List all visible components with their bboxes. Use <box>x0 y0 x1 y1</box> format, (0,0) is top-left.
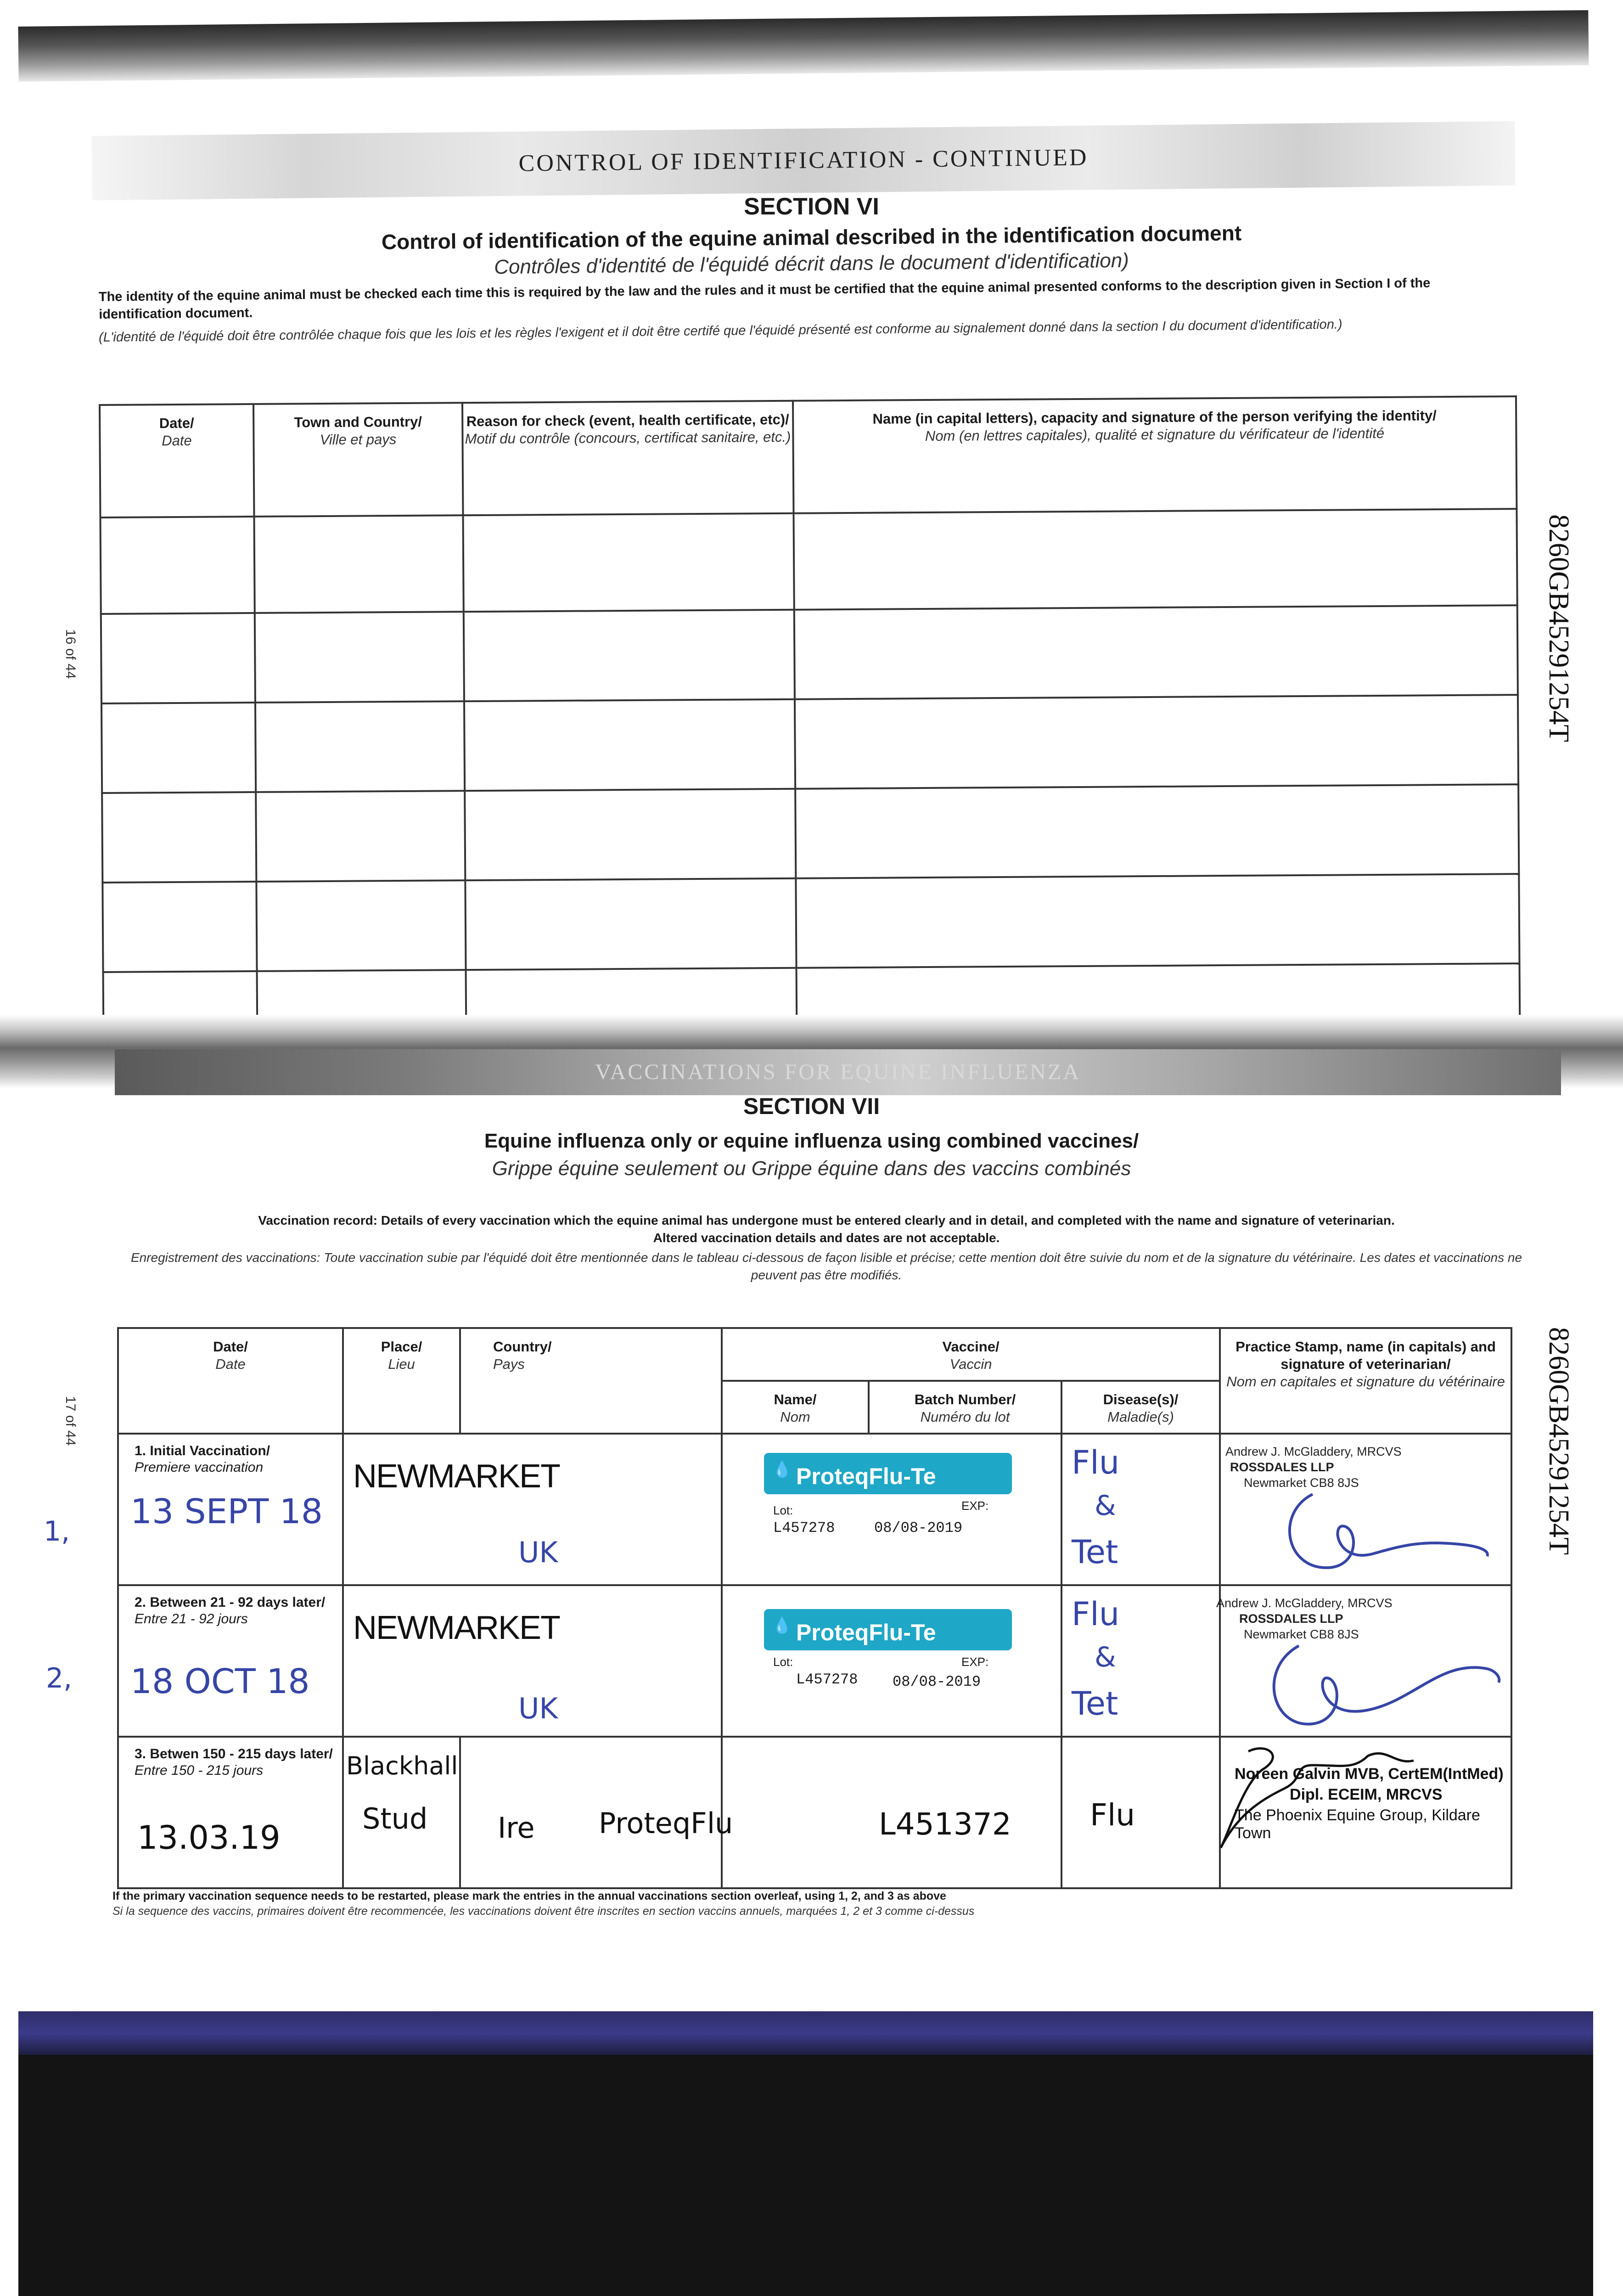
cell <box>796 874 1519 968</box>
row1-signature <box>1258 1476 1496 1581</box>
cell <box>465 878 796 970</box>
header-town-country <box>253 403 463 517</box>
scan-bottom-stripe <box>18 2011 1593 2055</box>
cell <box>256 880 466 971</box>
cell <box>255 612 464 703</box>
header-verifier-en: Name (in capital letters), capacity and signature of the person verifying the identity/ <box>872 407 1437 427</box>
row1-country: UK <box>518 1536 558 1569</box>
vac-header-country-en: Country/ <box>493 1339 552 1355</box>
row3-country: Ire <box>498 1811 535 1845</box>
row3-label-en: 3. Betwen 150 - 215 days later/ <box>135 1746 333 1761</box>
row3-date: 13.03.19 <box>137 1819 281 1857</box>
identity-check-row <box>101 605 1518 703</box>
margin-number-2: 2, <box>46 1662 73 1694</box>
section6-intro-fr: (L'identité de l'équidé doit être contrôlée chaque fois que les lois et les règles l'exigent et il doit être certifé que l'équidé présenté est conforme au signalement donné dans la section I du document d'identification.) <box>98 317 1342 345</box>
section6-banner-text: CONTROL OF IDENTIFICATION - CONTINUED <box>518 144 1089 177</box>
row1-vet-address: Newmarket CB8 8JS <box>1244 1476 1359 1490</box>
cell <box>102 882 257 972</box>
identity-check-table <box>99 395 1521 1056</box>
header-practice <box>1220 1328 1511 1434</box>
header-date <box>118 1328 343 1434</box>
header-reason-fr: Motif du contrôle (concours, certificat sanitaire, etc.) <box>465 428 791 447</box>
vac-header-batch-fr: Numéro du lot <box>920 1409 1010 1425</box>
row1-label-fr: Premiere vaccination <box>135 1460 264 1475</box>
row2-signature <box>1248 1627 1505 1733</box>
section7-subtitle-fr: Grippe équine seulement ou Grippe équine dans des vaccins combinés <box>492 1157 1131 1180</box>
cell <box>254 515 464 613</box>
row2-exp: 08/08-2019 <box>893 1673 981 1690</box>
row1-vet-name: Andrew J. McGladdery, MRCVS <box>1225 1445 1402 1458</box>
vac-header-country-fr: Pays <box>493 1356 525 1372</box>
row3-country-cell <box>460 1737 733 1888</box>
cell <box>463 513 794 612</box>
row3-batch: L451372 <box>879 1806 1011 1842</box>
vaccination-row-3 <box>118 1737 1511 1888</box>
page-number-16: 16 of 44 <box>63 629 78 679</box>
identity-check-row <box>101 509 1517 614</box>
section6-heading: SECTION VI <box>744 193 879 220</box>
header-date <box>100 404 254 518</box>
row3-vet-name: Noreen Galvin MVB, CertEM(IntMed) <box>1235 1765 1504 1783</box>
vac-header-name-fr: Nom <box>780 1409 810 1425</box>
vac-header-practice-fr: Nom en capitales et signature du vétérinaire <box>1226 1373 1505 1390</box>
row2-practice-cell <box>1216 1585 1511 1737</box>
vaccination-record-en: Vaccination record: Details of every vaccination which the equine animal has undergone must be entered clearly and in detail, and completed with the name and signature of veterinarian. <box>258 1213 1395 1227</box>
vac-header-date-fr: Date <box>215 1356 246 1372</box>
row2-lot: L457278 <box>796 1671 858 1688</box>
cell <box>255 701 465 792</box>
row2-vet-practice: ROSSDALES LLP <box>1239 1612 1343 1626</box>
margin-number-1: 1, <box>44 1515 70 1548</box>
row1-date: 13 SEPT 18 <box>130 1492 323 1531</box>
cell <box>464 699 795 791</box>
row2-exp-label: EXP: <box>961 1655 989 1669</box>
row2-sticker-name: ProteqFlu-Te <box>796 1620 936 1645</box>
row1-sticker-band <box>764 1453 1012 1494</box>
row1-practice-cell <box>1220 1434 1511 1585</box>
vac-header-place-en: Place/ <box>381 1339 422 1355</box>
row3-disease: Flu <box>1090 1797 1135 1833</box>
section6-subtitle-en: Control of identification of the equine animal described in the identification document <box>381 221 1242 254</box>
row3-vaccine-cell <box>722 1737 1061 1888</box>
row3-name: ProteqFlu <box>599 1806 733 1840</box>
drop-icon: 💧 <box>772 1461 792 1478</box>
header-reason <box>462 401 793 515</box>
cell <box>101 703 256 793</box>
row2-disease-1: Flu <box>1072 1595 1120 1633</box>
header-verifier <box>793 396 1516 513</box>
row1-disease-cell <box>1061 1434 1220 1585</box>
side-id-section6: 8260GB45291254T <box>1543 514 1574 742</box>
section7-heading: SECTION VII <box>743 1093 880 1119</box>
identity-check-row <box>101 695 1518 793</box>
scan-bottom-background <box>18 2011 1593 2296</box>
row1-place: NEWMARKET <box>353 1458 560 1495</box>
vac-header-batch-en: Batch Number/ <box>914 1391 1016 1407</box>
cell <box>465 789 796 880</box>
cell <box>101 613 255 703</box>
row3-practice-cell <box>1220 1737 1511 1888</box>
vaccination-record-fr: Enregistrement des vaccinations: Toute vaccination subie par l'équidé doit être mentionnée dans le tableau ci-dessous de façon lisible et précise; cette mention doit être suivie du nom et de la signature du vétérinaire. Les dates et vaccinations ne peuvent pas être modifiés. <box>130 1250 1522 1282</box>
header-date-fr: Date <box>162 432 192 449</box>
cell <box>464 610 795 701</box>
row1-vet-practice: ROSSDALES LLP <box>1230 1460 1334 1474</box>
section7-banner <box>115 1049 1561 1095</box>
row1-disease-1: Flu <box>1072 1444 1120 1481</box>
header-name <box>722 1381 869 1434</box>
cell <box>101 517 255 614</box>
identity-check-row <box>102 874 1519 972</box>
section6-intro-en: The identity of the equine animal must be checked each time this is required by the law and the rules and it must be certified that the equine animal presented conforms to the description given in Section I of the identification document. <box>98 276 1431 322</box>
vaccination-record-en-altered: Altered vaccination details and dates are not acceptable. <box>653 1231 1000 1245</box>
row2-vet-address: Newmarket CB8 8JS <box>1244 1627 1359 1641</box>
row2-sticker-band <box>764 1609 1012 1650</box>
drop-icon: 💧 <box>772 1617 792 1634</box>
row1-vaccine-cell <box>722 1434 1061 1585</box>
header-disease <box>1061 1381 1220 1434</box>
header-vaccine <box>722 1328 1220 1381</box>
row1-exp-label: EXP: <box>961 1499 989 1513</box>
row1-lot-label: Lot: <box>773 1503 793 1517</box>
row1-place-country-cell <box>343 1434 722 1585</box>
vac-header-place-fr: Lieu <box>388 1356 415 1372</box>
row1-disease-2: & <box>1095 1490 1116 1522</box>
header-place <box>343 1328 460 1434</box>
row1-lot: L457278 <box>773 1519 835 1536</box>
row3-place-cell <box>343 1737 460 1888</box>
section7-subtitle-en: Equine influenza only or equine influenza using combined vaccines/ <box>484 1130 1139 1152</box>
vac-header-name-en: Name/ <box>774 1391 817 1407</box>
footnote-fr: Si la sequence des vaccins, primaires doivent être recommencée, les vaccinations doivent être inscrites en section vaccins annuels, marquées 1, 2 et 3 comme ci-dessus <box>112 1905 975 1918</box>
vac-header-disease-fr: Maladie(s) <box>1107 1409 1174 1425</box>
section6-banner <box>91 121 1515 200</box>
row2-disease-2: & <box>1095 1641 1116 1673</box>
section6-subtitle-fr: Contrôles d'identité de l'équidé décrit dans le document d'identification) <box>494 249 1129 279</box>
cell <box>795 695 1518 789</box>
row2-disease-cell <box>1061 1585 1220 1737</box>
row2-vaccine-sticker <box>764 1609 1012 1715</box>
identity-check-header-row <box>100 396 1516 518</box>
vac-header-vaccine-en: Vaccine/ <box>942 1339 1000 1355</box>
row1-exp: 08/08-2019 <box>874 1519 963 1536</box>
row2-date-cell <box>118 1585 343 1737</box>
cell <box>256 791 465 882</box>
vaccination-row-1 <box>118 1434 1511 1585</box>
row3-place-1: Blackhall <box>346 1751 458 1780</box>
row3-disease-cell <box>1061 1737 1220 1888</box>
row1-date-cell <box>118 1434 343 1585</box>
cell <box>793 509 1517 610</box>
header-reason-en: Reason for check (event, health certificate, etc)/ <box>466 411 789 430</box>
vaccination-row-2 <box>118 1585 1511 1737</box>
row2-country: UK <box>518 1692 558 1725</box>
header-batch <box>869 1381 1061 1434</box>
header-town-en: Town and Country/ <box>294 413 422 431</box>
row3-place-2: Stud <box>362 1802 428 1835</box>
vaccination-table <box>117 1327 1512 1889</box>
row2-place-country-cell <box>343 1585 722 1737</box>
vac-header-disease-en: Disease(s)/ <box>1103 1391 1179 1407</box>
vac-header-vaccine-fr: Vaccin <box>949 1356 992 1372</box>
row2-label-en: 2. Between 21 - 92 days later/ <box>135 1595 326 1610</box>
row1-label-en: 1. Initial Vaccination/ <box>135 1443 270 1458</box>
row3-date-cell <box>118 1737 343 1888</box>
row1-sticker-name: ProteqFlu-Te <box>796 1463 936 1489</box>
row1-vaccine-sticker <box>764 1453 1012 1559</box>
row2-label-fr: Entre 21 - 92 jours <box>135 1611 248 1626</box>
row2-vet-name: Andrew J. McGladdery, MRCVS <box>1216 1596 1393 1610</box>
scan-top-shadow <box>18 10 1589 82</box>
cell <box>795 784 1519 878</box>
header-date-en: Date/ <box>159 415 194 432</box>
side-id-section7: 8260GB45291254T <box>1543 1327 1574 1555</box>
row2-vaccine-cell <box>722 1585 1061 1737</box>
vaccination-header-row <box>118 1328 1511 1381</box>
cell <box>794 605 1518 699</box>
row3-signature <box>1202 1738 1441 1857</box>
cell <box>102 792 256 883</box>
identity-check-row <box>102 784 1519 883</box>
section7-banner-text: VACCINATIONS FOR EQUINE INFLUENZA <box>595 1060 1081 1084</box>
row1-disease-3: Tet <box>1072 1533 1118 1571</box>
vac-header-date-en: Date/ <box>213 1339 248 1355</box>
row3-label-fr: Entre 150 - 215 jours <box>135 1763 264 1778</box>
row3-vet-practice: The Phoenix Equine Group, Kildare Town <box>1235 1806 1480 1842</box>
page-number-17: 17 of 44 <box>63 1396 78 1446</box>
row2-disease-3: Tet <box>1072 1685 1118 1722</box>
header-verifier-fr: Nom (en lettres capitales), qualité et signature du vérificateur de l'identité <box>925 425 1385 445</box>
vac-header-practice-en: Practice Stamp, name (in capitals) and signature of veterinarian/ <box>1236 1339 1496 1372</box>
row3-vet-dipl: Dipl. ECEIM, MRCVS <box>1290 1786 1443 1803</box>
row2-date: 18 OCT 18 <box>130 1662 310 1701</box>
row2-place: NEWMARKET <box>353 1609 560 1646</box>
row2-lot-label: Lot: <box>773 1655 793 1669</box>
header-country <box>460 1328 722 1434</box>
footnote-en: If the primary vaccination sequence needs to be restarted, please mark the entries in the annual vaccinations section overleaf, using 1, 2, and 3 as above <box>112 1890 946 1902</box>
header-town-fr: Ville et pays <box>320 431 397 448</box>
